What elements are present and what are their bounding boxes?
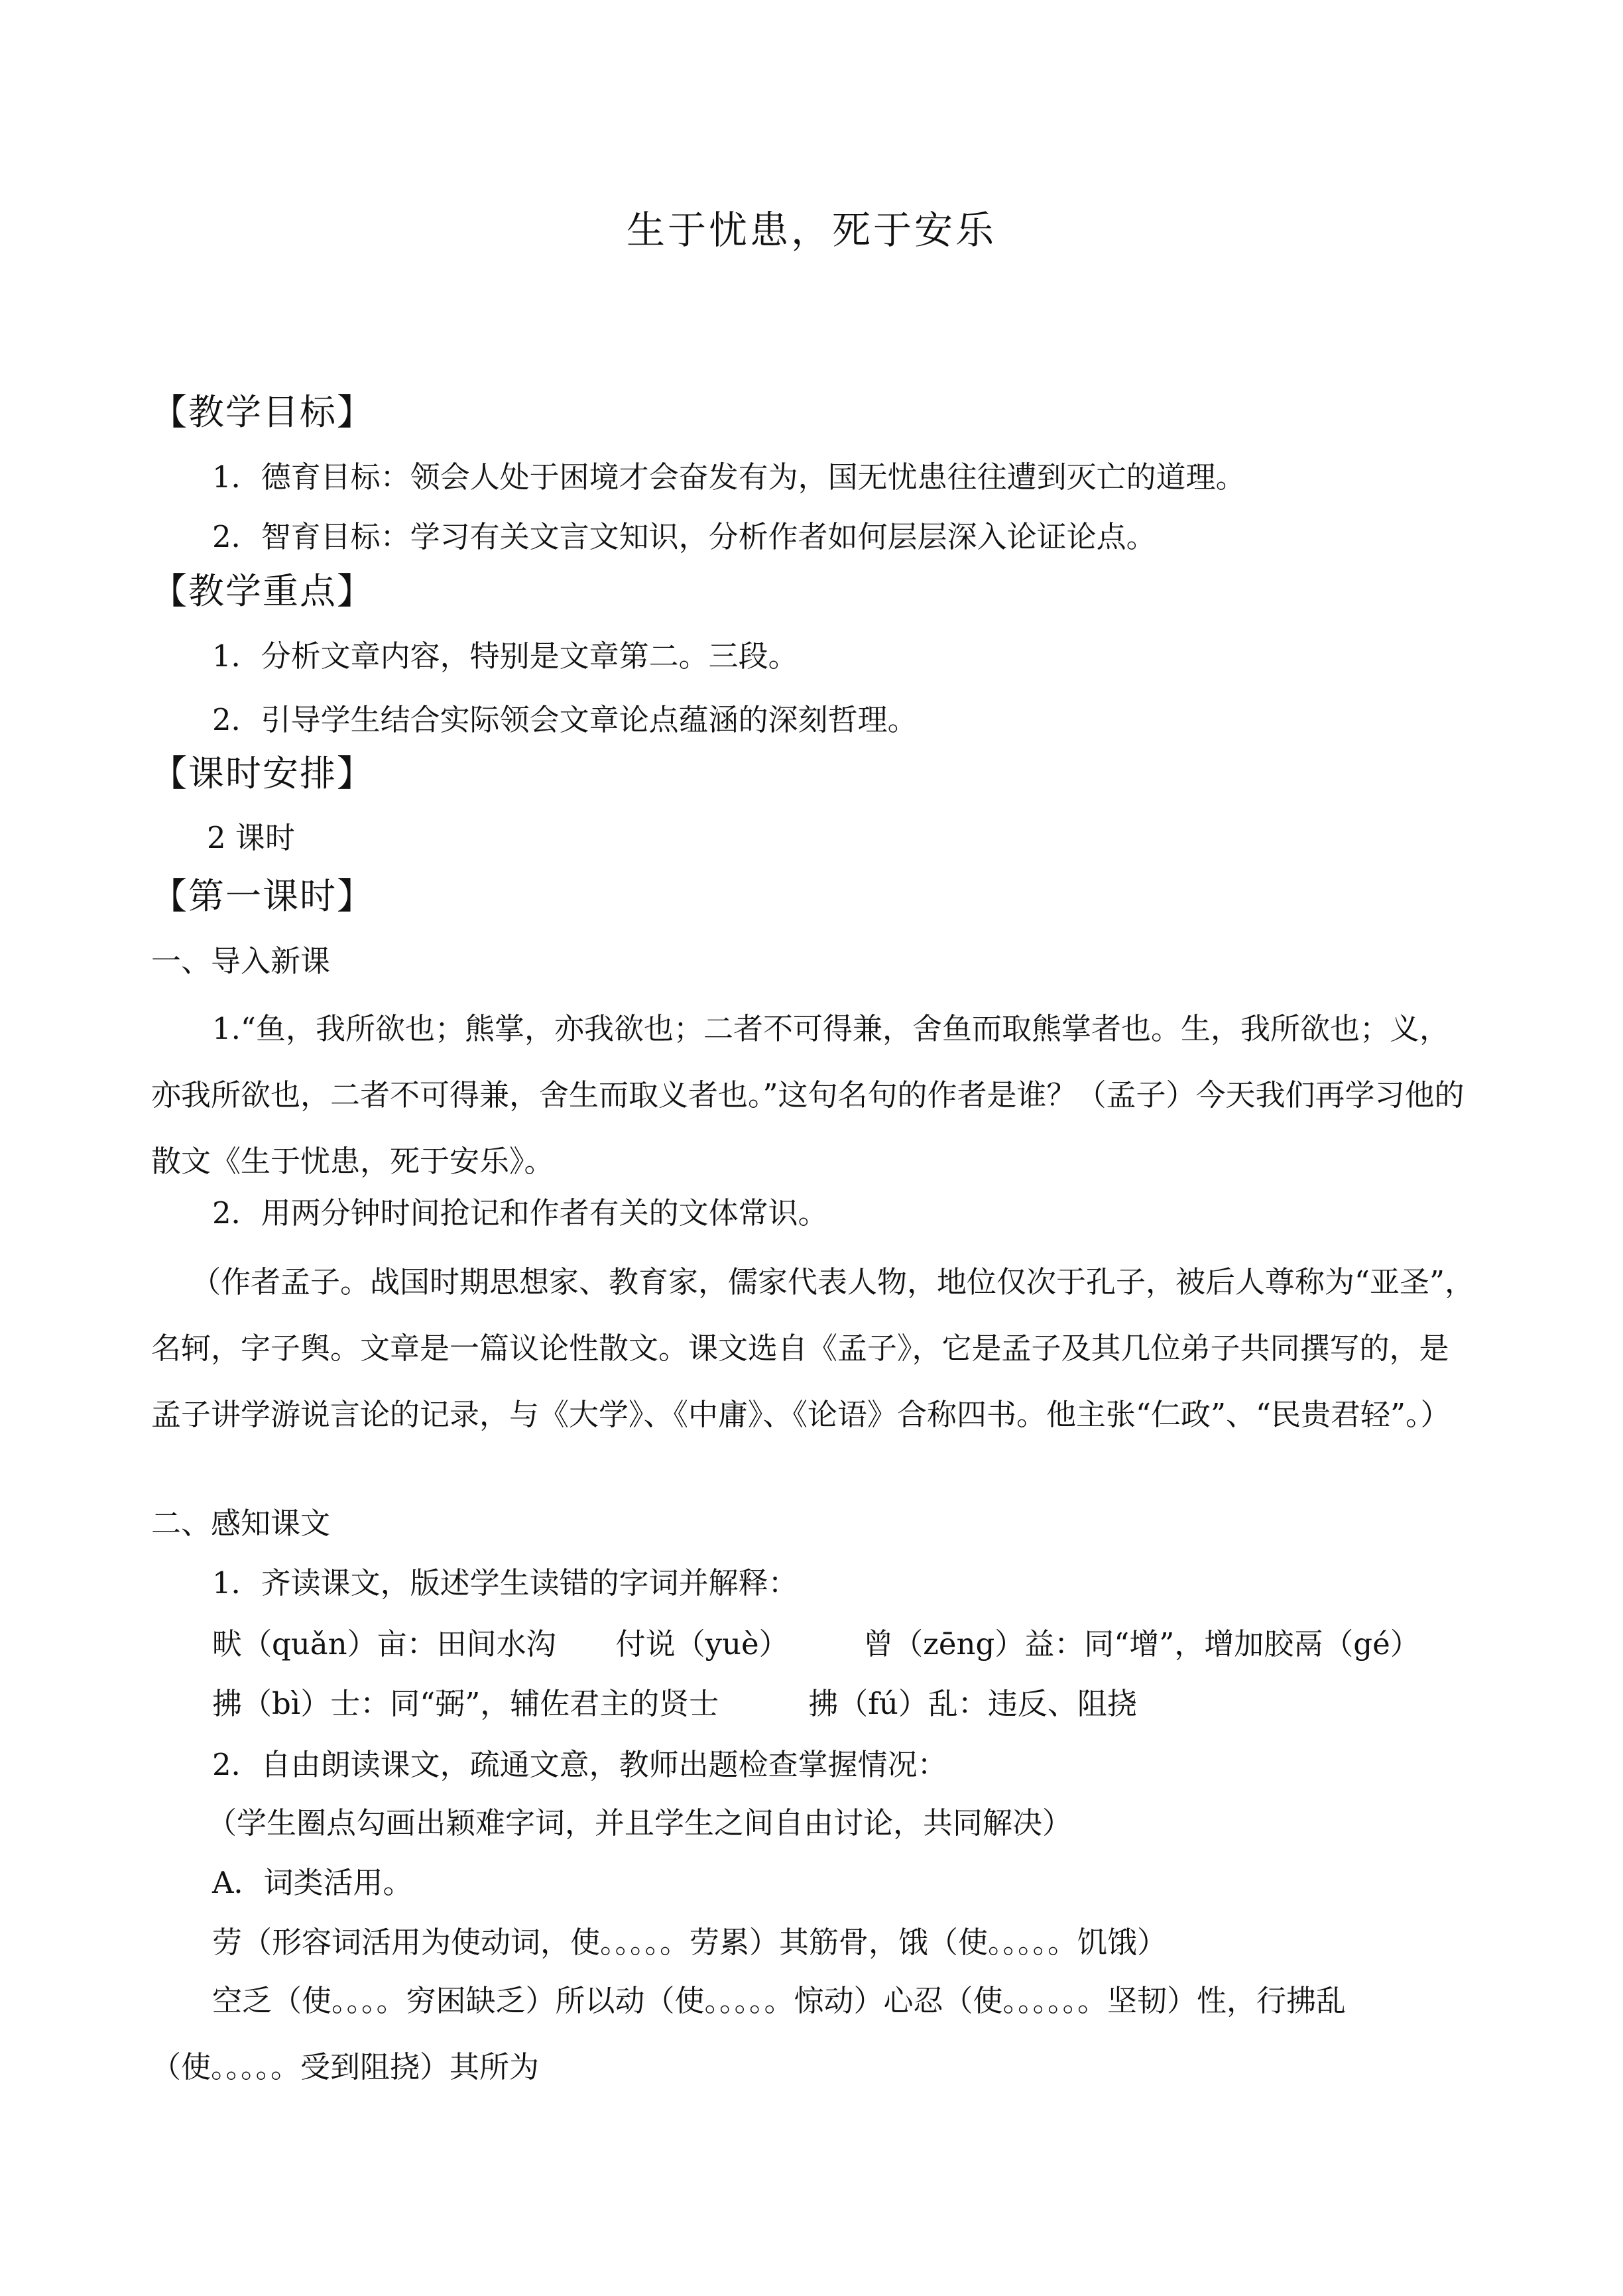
focus-item-1: 1．分析文章内容，特别是文章第二。三段。 (212, 638, 798, 674)
part1-title: 一、导入新课 (151, 943, 331, 979)
part1-paragraph-2: 2．用两分钟时间抢记和作者有关的文体常识。 (212, 1195, 828, 1231)
section-heading-focus: 【教学重点】 (151, 570, 374, 612)
goal-item-2: 2．智育目标：学习有关文言文知识，分析作者如何层层深入论证论点。 (212, 519, 1156, 554)
part2-item-a: A．词类活用。 (212, 1865, 413, 1900)
part2-title: 二、感知课文 (151, 1506, 331, 1541)
focus-item-2: 2．引导学生结合实际领会文章论点蕴涵的深刻哲理。 (212, 702, 918, 737)
schedule-text: 2 课时 (207, 820, 295, 855)
section-heading-goals: 【教学目标】 (151, 391, 374, 433)
document-title: 生于忧患，死于安乐 (626, 208, 996, 253)
part2-item-a-line1: 劳（形容词活用为使动词，使。。。。。劳累）其筋骨，饿（使。。。。。饥饿） (212, 1925, 1168, 1960)
part2-paragraph-1: 1．齐读课文，版述学生读错的字词并解释： (212, 1565, 798, 1601)
vocab-row-2: 拂（bì）士：同“弼”，辅佐君主的贤士 拂（fú）乱：违反、阻挠 (212, 1686, 1137, 1721)
part1-paragraph-1: 1.“鱼，我所欲也；熊掌，亦我欲也；二者不可得兼，舍鱼而取熊掌者也。生，我所欲也；义，亦我所欲也，二者不可得兼，舍生而取义者也。”这句名句的作者是谁？（孟子）今天我们再学习他的散文《生于忧患，死于安乐》。 (151, 1011, 1465, 1179)
part2-paragraph-2: 2．自由朗读课文，疏通文意，教师出题检查掌握情况： (212, 1747, 947, 1782)
part2-paragraph-3: （学生圈点勾画出颖难字词，并且学生之间自由讨论，共同解决） (207, 1805, 1073, 1841)
vocab-row-1: 畎（quǎn）亩：田间水沟 付说（yuè） 曾（zēng）益：同“增”，增加胶鬲（gé） (212, 1626, 1420, 1662)
part2-item-a-line2: 空乏（使。。。。穷困缺乏）所以动（使。。。。。惊动）心忍（使。。。。。。坚韧）性，行拂乱（使。。。。。受到阻挠）其所为 (151, 1983, 1347, 2085)
section-heading-schedule: 【课时安排】 (151, 753, 374, 794)
part1-paragraph-3: （作者孟子。战国时期思想家、教育家，儒家代表人物，地位仅次于孔子，被后人尊称为“亚圣”，名轲，字子舆。文章是一篇议论性散文。课文选自《孟子》，它是孟子及其几位弟子共同撰写的，是孟子讲学游说言论的记录，与《大学》、《中庸》、《论语》合称四书。他主张“仁政”、“民贵君轻”。） (151, 1264, 1475, 1432)
section-heading-lesson1: 【第一课时】 (151, 875, 374, 917)
goal-item-1: 1．德育目标：领会人处于困境才会奋发有为，国无忧患往往遭到灭亡的道理。 (212, 459, 1246, 495)
